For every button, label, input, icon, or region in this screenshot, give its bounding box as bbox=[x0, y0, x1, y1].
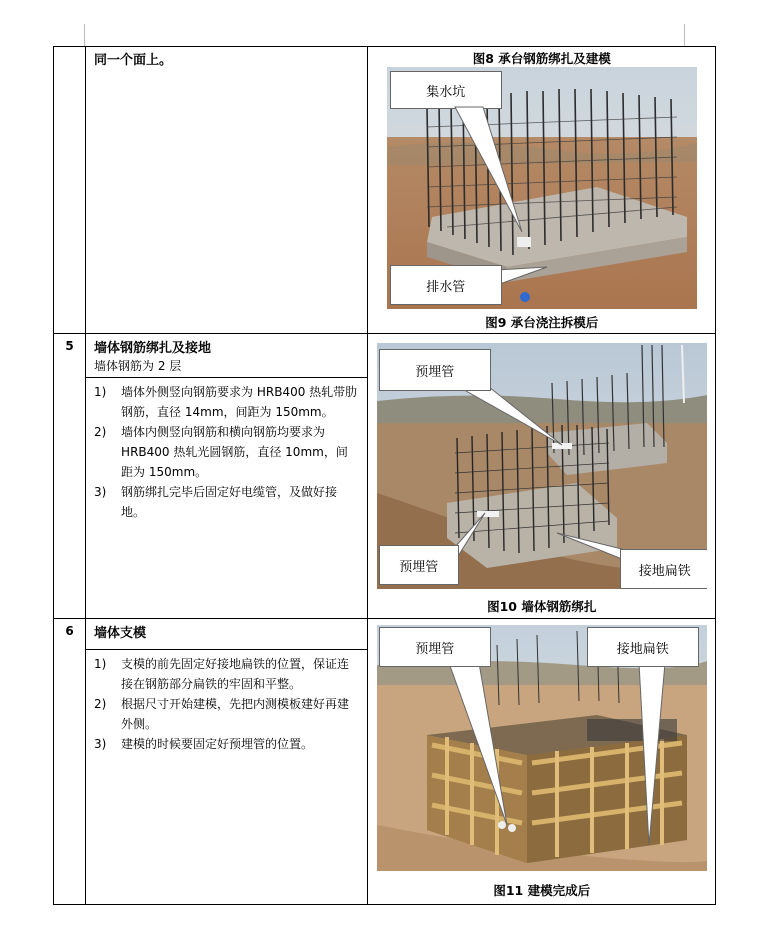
table-row bbox=[54, 47, 716, 334]
figure-cell bbox=[368, 334, 716, 619]
step-title: 墙体钢筋绑扎及接地 bbox=[94, 341, 212, 356]
callout-embedded-pipe: 预埋管 bbox=[379, 349, 491, 391]
step-text-cell bbox=[86, 619, 368, 905]
figure-caption: 图8 承台钢筋绑扎及建模 bbox=[472, 51, 611, 66]
step-text-cell bbox=[86, 47, 368, 334]
step-list bbox=[86, 649, 367, 754]
photo-foundation-cap bbox=[387, 67, 697, 309]
photo-wall-rebar bbox=[377, 343, 707, 589]
step-number-cell: 5 bbox=[54, 334, 86, 619]
step-subtitle: 墙体钢筋为 2 层 bbox=[94, 359, 182, 373]
figure-cell bbox=[368, 619, 716, 905]
callout-grounding-flat-iron: 接地扁铁 bbox=[620, 549, 707, 589]
list-item: 3) 建模的时候要固定好预埋管的位置。 bbox=[94, 737, 314, 751]
callout-grounding-flat-iron: 接地扁铁 bbox=[587, 627, 699, 667]
figure-caption: 图10 墙体钢筋绑扎 bbox=[487, 599, 597, 614]
construction-steps-table bbox=[53, 46, 716, 905]
step-text-cell bbox=[86, 334, 368, 619]
callout-sump-pit: 集水坑 bbox=[390, 71, 502, 109]
callout-drain-pipe: 排水管 bbox=[390, 265, 502, 305]
step-number-cell bbox=[54, 47, 86, 334]
step-list bbox=[86, 377, 367, 522]
list-item: 3) 钢筋绑扎完毕后固定好电缆管，及做好接地。 bbox=[94, 485, 338, 519]
figure-caption: 图11 建模完成后 bbox=[493, 883, 591, 898]
crop-mark-left bbox=[84, 24, 85, 46]
list-item: 2) 根据尺寸开始建模，先把内测模板建好再建外侧。 bbox=[94, 697, 350, 731]
figure-caption: 图9 承台浇注拆模后 bbox=[485, 315, 599, 330]
step-title: 墙体支模 bbox=[94, 626, 147, 641]
figure-cell bbox=[368, 47, 716, 334]
callout-embedded-pipe: 预埋管 bbox=[379, 627, 491, 667]
photo-wall-formwork bbox=[377, 625, 707, 871]
table-row bbox=[54, 334, 716, 619]
list-item: 1) 墙体外侧竖向钢筋要求为 HRB400 热轧带肋钢筋，直径 14mm，间距为 150mm。 bbox=[94, 385, 358, 419]
list-item: 2) 墙体内侧竖向钢筋和横向钢筋均要求为 HRB400 热轧光圆钢筋，直径 10mm，间距为 150mm。 bbox=[94, 425, 348, 479]
step-number-cell: 6 bbox=[54, 619, 86, 905]
crop-mark-right bbox=[684, 24, 685, 46]
table-row bbox=[54, 619, 716, 905]
list-item: 1) 支模的前先固定好接地扁铁的位置，保证连接在钢筋部分扁铁的牢固和平整。 bbox=[94, 657, 350, 691]
continued-text: 同一个面上。 bbox=[94, 53, 173, 68]
callout-embedded-pipe: 预埋管 bbox=[379, 545, 459, 585]
